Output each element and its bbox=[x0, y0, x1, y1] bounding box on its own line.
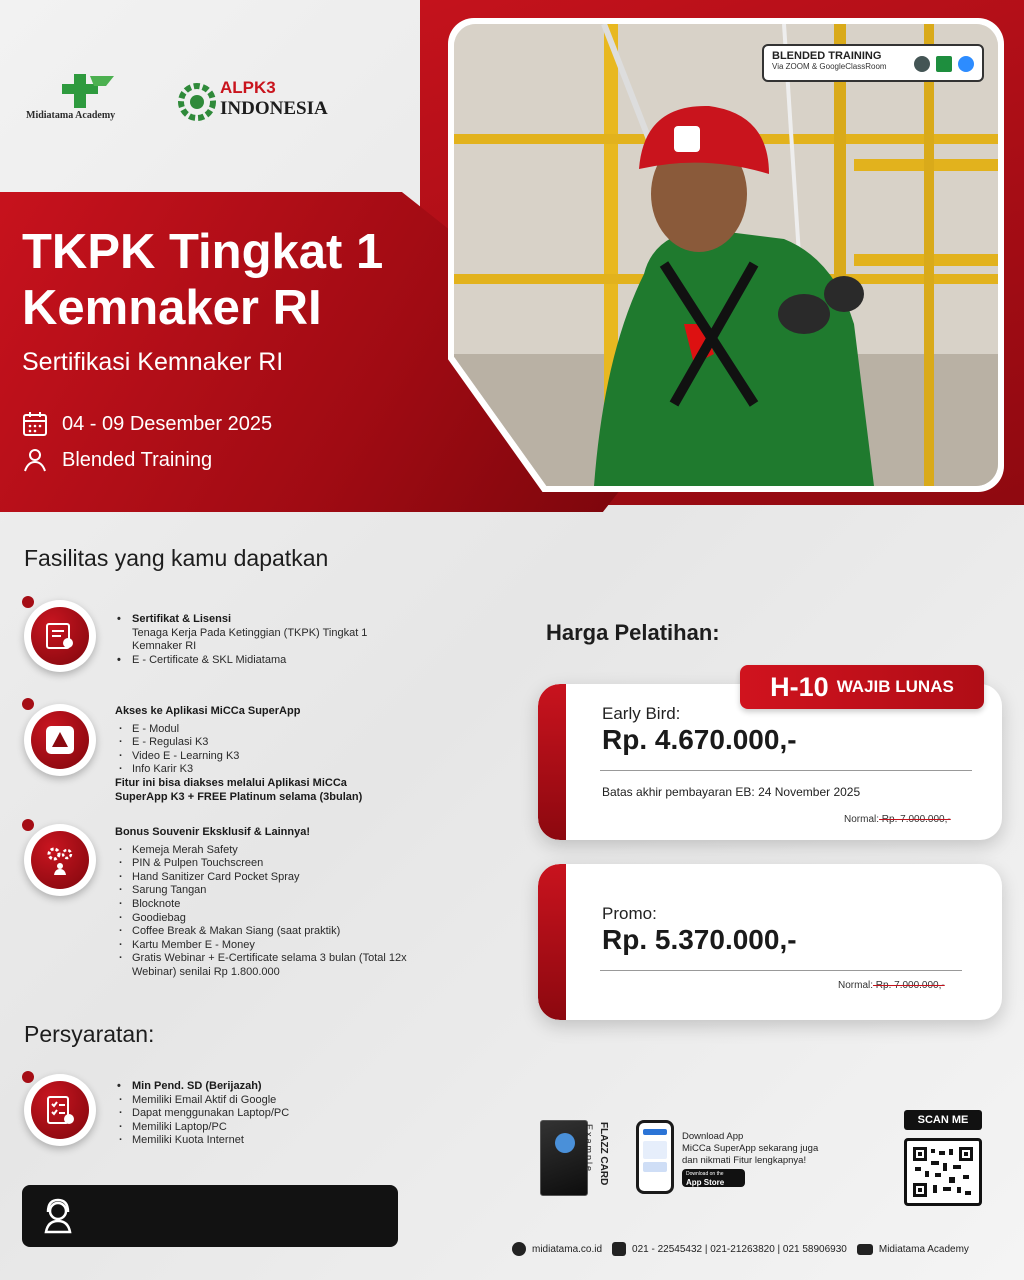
badge-title: BLENDED TRAINING bbox=[772, 50, 882, 62]
facility-item: · E - Regulasi K3 bbox=[115, 736, 445, 750]
alpk3-text: ALPK3 bbox=[220, 78, 276, 97]
requirement-item: Min Pend. SD (Berijazah) bbox=[132, 1080, 262, 1092]
h10-label: H-10 bbox=[770, 671, 829, 702]
card-photo bbox=[555, 1133, 575, 1153]
facility-item: • E - Certificate & SKL Midiatama bbox=[115, 654, 445, 668]
bullet-dot bbox=[22, 698, 34, 710]
facility-note: SuperApp K3 + FREE Platinum selama (3bulan) bbox=[115, 790, 363, 803]
gears-icon bbox=[43, 843, 77, 877]
facility-item: · Info Karir K3 bbox=[115, 763, 445, 777]
facility-group-app bbox=[115, 705, 445, 804]
flazz-card-label bbox=[584, 1122, 620, 1196]
facility-item: Tenaga Kerja Pada Ketinggian (TKPK) Tingkat 1 bbox=[132, 626, 368, 639]
early-bird-label: Early Bird: bbox=[602, 704, 681, 723]
flazz-card-image bbox=[540, 1120, 588, 1196]
flazz-title: FLAZZ CARD bbox=[598, 1122, 609, 1186]
flazz-subtitle: Example bbox=[584, 1124, 594, 1174]
badge-subtitle: Via ZOOM & GoogleClassRoom bbox=[772, 62, 887, 71]
bullet-dot bbox=[22, 819, 34, 831]
page-subtitle: Sertifikasi Kemnaker RI bbox=[22, 348, 284, 376]
requirement-item: · Memiliki Laptop/PC bbox=[115, 1121, 435, 1135]
customer-service-icon bbox=[38, 1196, 78, 1236]
app-store-big: App Store bbox=[686, 1178, 725, 1187]
qr-pattern bbox=[913, 1147, 973, 1197]
facility-item: · Goodiebag bbox=[115, 912, 455, 926]
facility-item: · Blocknote bbox=[115, 898, 455, 912]
facility-item: · Video E - Learning K3 bbox=[115, 750, 445, 764]
normal-label: Normal: bbox=[844, 814, 880, 825]
facility-item: · Gratis Webinar + E-Certificate selama 3 bulan (Total 12x bbox=[115, 952, 455, 966]
facility-item: · Kemeja Merah Safety bbox=[115, 844, 455, 858]
requirements-list bbox=[115, 1080, 435, 1148]
divider bbox=[600, 770, 972, 771]
google-classroom-icon bbox=[936, 56, 952, 72]
requirement-item: · Memiliki Kuota Internet bbox=[115, 1134, 435, 1148]
zoom-camera-icon bbox=[914, 56, 930, 72]
mode-row bbox=[22, 447, 212, 473]
website-link[interactable]: midiatama.co.id bbox=[532, 1243, 603, 1255]
requirements-icon-wrap bbox=[24, 1074, 96, 1146]
facility-title: Akses ke Aplikasi MiCCa SuperApp bbox=[115, 705, 301, 717]
globe-icon bbox=[512, 1242, 526, 1256]
facility-note: Fitur ini bisa diakses melalui Aplikasi MiCCa bbox=[115, 776, 347, 789]
promo-normal-price bbox=[838, 980, 945, 991]
normal-label: Normal: bbox=[838, 980, 874, 991]
qr-code[interactable] bbox=[904, 1138, 982, 1206]
promo-card bbox=[538, 864, 1002, 1020]
download-app-text bbox=[682, 1131, 852, 1167]
pricing-heading: Harga Pelatihan: bbox=[546, 620, 720, 645]
youtube-icon bbox=[857, 1244, 873, 1255]
download-line: MiCCa SuperApp sekarang juga bbox=[682, 1143, 819, 1154]
facility-item: Webinar) senilai Rp 1.800.000 bbox=[132, 965, 280, 978]
title-line-1: TKPK Tingkat 1 bbox=[22, 225, 384, 279]
date-row bbox=[22, 411, 272, 437]
bullet-dot bbox=[22, 1071, 34, 1083]
midiatama-logo-text: Midiatama Academy bbox=[26, 110, 116, 121]
youtube-channel[interactable]: Midiatama Academy bbox=[878, 1243, 969, 1255]
certificate-icon bbox=[43, 619, 77, 653]
facility-title: Sertifikat & Lisensi bbox=[132, 613, 232, 625]
promo-price: Rp. 5.370.000,- bbox=[602, 924, 797, 955]
blended-training-badge bbox=[762, 44, 984, 82]
page-title bbox=[22, 224, 452, 336]
facility-icon-certificate bbox=[24, 600, 96, 672]
alpk3-logo bbox=[178, 78, 328, 128]
calendar-icon bbox=[22, 411, 48, 437]
facilities-heading: Fasilitas yang kamu dapatkan bbox=[24, 545, 329, 571]
card-red-edge bbox=[538, 684, 566, 840]
midiatama-cross-icon bbox=[54, 70, 124, 110]
early-bird-price: Rp. 4.670.000,- bbox=[602, 724, 797, 755]
facility-group-bonus bbox=[115, 826, 455, 980]
requirements-heading: Persyaratan: bbox=[24, 1021, 155, 1047]
download-line: dan nikmati Fitur lengkapnya! bbox=[682, 1155, 807, 1166]
card-red-edge bbox=[538, 864, 566, 1020]
facility-group-certificate bbox=[115, 613, 445, 667]
requirement-item: · Dapat menggunakan Laptop/PC bbox=[115, 1107, 435, 1121]
phone-image bbox=[636, 1120, 674, 1194]
h10-badge bbox=[740, 665, 984, 709]
divider bbox=[600, 970, 962, 971]
title-line-2: Kemnaker RI bbox=[22, 281, 322, 335]
facility-item: Kemnaker RI bbox=[132, 640, 197, 653]
app-store-button[interactable] bbox=[682, 1169, 745, 1187]
phone-numbers: 021 - 22545432 | 021-21263820 | 021 58906930 bbox=[632, 1243, 847, 1255]
training-date: 04 - 09 Desember 2025 bbox=[62, 412, 273, 435]
facility-icon-bonus bbox=[24, 824, 96, 896]
facility-icon-app bbox=[24, 704, 96, 776]
checklist-icon bbox=[43, 1093, 77, 1127]
bullet-dot bbox=[22, 596, 34, 608]
requirement-item: · Memiliki Email Aktif di Google bbox=[115, 1094, 435, 1108]
promo-label: Promo: bbox=[602, 904, 657, 923]
hero-photo bbox=[454, 24, 998, 486]
download-line: Download App bbox=[682, 1131, 744, 1142]
phone-icon bbox=[612, 1242, 626, 1256]
zoom-icon bbox=[958, 56, 974, 72]
early-bird-deadline: Batas akhir pembayaran EB: 24 November 2025 bbox=[602, 785, 861, 799]
training-mode: Blended Training bbox=[62, 448, 213, 471]
normal-price-struck: Rp. 7.000.000,- bbox=[873, 980, 945, 991]
alpk3-gear-icon bbox=[178, 80, 216, 124]
normal-price-struck: Rp. 7.000.000,- bbox=[879, 814, 951, 825]
early-bird-normal-price bbox=[844, 814, 951, 825]
footer bbox=[512, 1242, 969, 1256]
facility-title: Bonus Souvenir Eksklusif & Lainnya! bbox=[115, 826, 310, 838]
app-store-small: Download on the bbox=[686, 1171, 724, 1177]
midiatama-logo bbox=[26, 70, 156, 130]
app-icon bbox=[43, 723, 77, 757]
facility-item: · Coffee Break & Makan Siang (saat praktik) bbox=[115, 925, 455, 939]
worker-at-height-illustration bbox=[454, 24, 998, 486]
facility-item: · E - Modul bbox=[115, 723, 445, 737]
scan-me-label: SCAN ME bbox=[904, 1110, 982, 1130]
facility-item: · PIN & Pulpen Touchscreen bbox=[115, 857, 455, 871]
contact-bar[interactable] bbox=[22, 1185, 398, 1247]
facility-item: · Sarung Tangan bbox=[115, 884, 455, 898]
wajib-lunas-label: WAJIB LUNAS bbox=[836, 677, 954, 696]
training-mode-icon bbox=[22, 447, 48, 473]
indonesia-text: INDONESIA bbox=[220, 98, 328, 119]
facility-item: · Hand Sanitizer Card Pocket Spray bbox=[115, 871, 455, 885]
facility-item: · Kartu Member E - Money bbox=[115, 939, 455, 953]
